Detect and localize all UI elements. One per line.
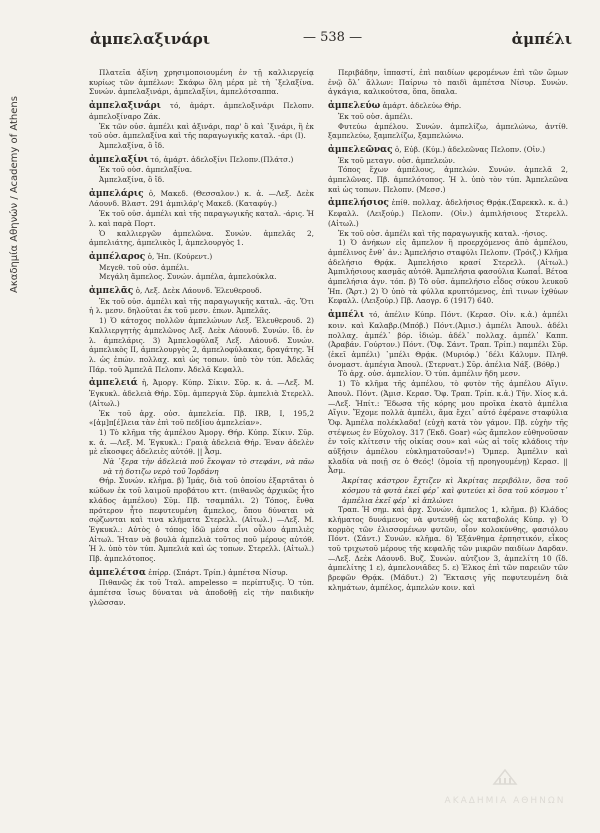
entry-headword: ἀμπελεῶνας: [328, 144, 393, 155]
entry-body: ἐπίθ. πολλαχ. ἀδελήσιος Θρᾴκ.(Σαρεκκλ. κ. ἀ.) Κεφαλλ. (Λειξούρ.) Πελοπν. (Οἰν.) ἀμπιλήσιους Στερελλ. (Αἰτωλ.): [328, 198, 568, 228]
right-column: [328, 68, 568, 593]
dictionary-entry: [328, 101, 568, 112]
paragraph: Ἐκ τοῦ οὐσ. ἀμπέλι καὶ τῆς παραγωγικῆς καταλ. -ήσιος.: [338, 228, 548, 238]
dictionary-entry: [89, 378, 314, 408]
paragraph: Φυτεύω ἀμπέλου. Συνών. ἀμπελίζω, ἀμπελώνω, ἀντίθ. ξαμπελεύω, ξαμπελίζω, ξαμπελώνω.: [328, 121, 568, 141]
page-header: [38, 20, 578, 50]
entry-body: τό, ἀμάρτ. ἀδελοξίνι Πελοπν.(Πλάτσ.): [148, 154, 294, 164]
paragraph: Ἐκ τοῦ οὐσ. ἀμπελαξίνα.: [99, 165, 193, 175]
paragraph: Ἐκ τοῦ οὐσ. ἀμπέλι.: [338, 111, 413, 121]
entry-headword: ἀμπελᾶς: [89, 286, 134, 297]
paragraph: Θήρ. Συνών. κλῆμα. β) Ἱμάς, διὰ τοῦ ὁποίου ἐξαρτᾶται ὁ κώδων ἐκ τοῦ λαιμοῦ προβάτου κττ. (πιθανῶς ἀρχικῶς ἦτο κλάδος ἀμπέλου) Σῦμ. Πβ. τσαμπάλι. 2) Τόπος, ἔνθα πρότερον ἦτο πεφυτευμένη ἄμπελος, ὅπου δύναται νὰ σῴζωνται καὶ τινα κλήματα Στερελλ. (Αἰτωλ.) —Λεξ. Μ. Ἐγκυκλ.: Αὐτὸς ὁ τόπος ἰδῶ μέσα εἶνι οὖλου ἀμπιλιὲς Αἰτωλ. Ἡταν νὰ βουλὰ ἀμπελιὰ τοῦτος ποῦ μέρους αὐτόθ. Ἡ λ. ὑπὸ τὸν τύπ. Ἀμπελιὰ καὶ ὡς τοπων. Στερελλ. (Αἰτωλ.) Πβ. ἀμπελότοπος.: [89, 476, 314, 564]
entry-body: ὁ, Ἠπ. (Κούρεντ.): [145, 251, 213, 261]
watermark-text: ΑΚΑΔΗΜΙΑ ΑΘΗΝΩΝ: [444, 796, 566, 806]
academy-watermark: [420, 768, 590, 808]
paragraph: Ἐκ τοῦ οὐσ. ἀμπέλι καὶ τῆς παραγωγικῆς καταλ. -άρις. Ἡ λ. καὶ παρὰ Πορτ.: [89, 209, 314, 228]
entry-headword: ἀμπέλι: [328, 310, 365, 321]
academy-logo-icon: [492, 768, 518, 790]
entry-body: ἐπίρρ. (Σπάρτ. Τρίπ.) ἀμπέτσα Νίσυρ.: [145, 567, 288, 577]
paragraph: Τραπ. Ἡ σημ. καὶ ἀρχ. Συνών. ἀμπελος 1, κλῆμα. β) Κλάδος κλήματος δυνάμενος νὰ φυτευθῇ ὡς καταβολάς Κύπρ. γ) Ὁ κορμὸς τῶν ἐλισσομένων φυτῶν, οἷον κολοκύνθης, φασιόλου Πόντ. (Σάντ.) Συνών. κλῆμα. δ) Ἐξάνθημα ἐρπηστικόν, εἶκος τοῦ τριχωτοῦ μέρους τῆς κεφαλῆς τῶν μικρῶν παιδίων Δαρδαν. —Λεξ. Δεὲκ Λάουνδ. Βυζ. Συνών. αὐτζιον 3, ἀμπελίτη 10 (ἴδ. ἀμπελίτης 1 ε), ἀμπελονιᾶδες 5. ε) Ἐλκος ἐπὶ τῶν παρειῶν τῶν βρεφῶν Θρᾴκ. (Μάδυτ.) 2) Ἔκτασις γῆς πεφυτευμένη διὰ κλημάτων, ἀμπέλος, ἀμπελών κοιν. καὶ: [328, 505, 568, 592]
entry-body: τό, ἀμάρτ. ἀμπελοξινάρι Πελοπν. ἀμπελοξίναρο Ζάκ.: [89, 101, 314, 121]
dictionary-entry: [89, 568, 314, 579]
dictionary-entry: [328, 145, 568, 156]
entry-headword: ἀμπελέτσα: [89, 567, 146, 578]
paragraph: Μεγάλη ἄμπελος. Συνών. ἀμπέλα, ἀμπελούκλα.: [99, 272, 277, 282]
entry-headword: ἀμπελήσιος: [328, 198, 389, 209]
side-stamp-text: Ακαδημία Αθηνών / Academy of Athens: [9, 96, 20, 293]
entry-body: ὁ, Εὐβ. (Κύμ.) ἀδελεῶνας Πελοπν. (Οἰν.): [392, 144, 546, 154]
left-column: [89, 68, 314, 608]
verse-quote: Νὰ ᾽ξερα τὴν ἀδελειὰ ποῦ ἔκοψαν τὸ στεφάνι, νὰ πᾶω νὰ τὴ δοτιζω νερὸ τοῦ Ἰορδάνη: [103, 457, 314, 476]
paragraph: Μεγεθ. τοῦ οὐσ. ἀμπέλι.: [99, 262, 190, 272]
entry-body: τό, ἀπέλιν Κύπρ. Πόντ. (Κερασ. Οἰν. κ.ἀ.) ἀμπέλι κοιν. καὶ Καλαβρ.(Μπόβ.) Πόντ.(Ἀμισ.) ἀμπέλι Ἀπουλ. ἀδέλι πολλαχ. ἀμπέλ᾽ βόρ. ἰδιώμ. ἀδέλ᾽ πολλαχ. ἀμπέλ᾽ Καππ. (Ἀραβάν. Γούρτον.) Πόντ. (Ὄφ. Σάντ. Τραπ. Τρίπ.) παμπέλι Σῦρ. (ἐκεῖ ἀμπέλι) ᾽μπέλι Θρᾴκ. (Μυριόφ.) ᾽δέλι Κάλυμν. Πληθ. ὀνομαστ. ἀμπέγια Ἀπουλ. (Στερνατ.) Σῦρ. ἀπέλια Νάξ. (Βόθρ.): [328, 310, 568, 369]
entry-body: ἡ, Ἀμοργ. Κύπρ. Σίκιν. Σῦρ. κ. ἀ. —Λεξ. Μ. Ἐγκυκλ. ἀδελειὰ Θήρ. Σῦμ. ἀμπεργιὰ Σῦρ. ἀμπελιὰ Στερελλ. (Αἰτωλ.): [89, 378, 314, 408]
paragraph: Ἀμπελαξίνα, ὃ ἴδ.: [99, 140, 165, 150]
paragraph: Ἀμπελαξίνα, ὃ ἴδ.: [99, 175, 165, 185]
paragraph: 1) Τὸ κλῆμα τῆς ἀμπέλου Ἀμοργ. Θήρ. Κύπρ. Σίκιν. Σῦρ. κ. ἀ. —Λεξ. Μ. Ἐγκυκλ.: Γραιὰ ἀδελειὰ Θήρ. Ἐναν ἀδελὲν μὲ εἴκοσφες ἀδελειὲς αὐτόθ. || Ἆσμ.: [89, 427, 314, 457]
paragraph: 1) Τὸ κλῆμα τῆς ἀμπέλου, τὸ φυτὸν τῆς ἀμπέλου Αἴγιν. Ἀπουλ. Πόντ. (Ἀμισ. Κερασ. Ὄφ. Τραπ. Τρίπ. κ.ἀ.) Τῆν. Χίος κ.ἀ. —Λεξ. Ἠπίτ.: Ἔδωσα τῆς κόρης μου προῖκα ἑκατὸ ἀμπέλια Αἴγιν. Ἔχομε πολλὰ ἀμπέλι, ἅμα ἔχει᾽ αὐτό ἐφέρανε σταφύλια Ὄφ. Ἀμπέλα πολέκλαδα! (εὐχὴ κατὰ τὸν γάμον. Πβ. εὐχὴν τῆς στέψεως ἐν Εὐχολογ. 317 (Ἐκδ. Goar) «ὡς ἄμπελον εὐθηνοῦσαν ἐν τοῖς κλίτεσιν τῆς οἰκίας σου» καὶ «ὡς αἱ τοῖς κλάδοις τὴν αὐξήσιν ἀμπέλου εὐκληματοῦσαν!») Ὄμπερ. Ἀμπέλιν καὶ κλαδία νὰ ποιῇ σε ὁ Θεός! (ὁμοία τῇ προηγουμένῃ) Κερασ. || Ἆσμ.: [328, 379, 568, 476]
paragraph: 1) Ὁ κάτοχος πολλῶν ἀμπελώνων Λεξ. Ἐλευθερουδ. 2) Καλλιεργητὴς ἀμπελῶνος Λεξ. Δεὲκ Λάουνδ. Συνών. ἴδ. ἐν λ. ἀμπελάρις. 3) Ἀμπελοφύλαξ Λεξ. Λάουνδ. Συνών. ἀμπελικὸς II, ἀμπελουργὸς 2, ἀμπελοφύλακας, δραγάτης. Ἡ λ. ὡς ἐπών. πολλαχ. καὶ ὡς τοπων. ὑπὸ τὸν τύπ. Ἀδελᾶς Πάρ. τοῦ Ἀμπελᾶ Πελοπν. Ἀδελᾶ Κεφαλλ.: [89, 316, 314, 374]
paragraph: Ἐκ τοῦ μεταγν. οὐσ. ἀμπελεών.: [338, 155, 456, 165]
dictionary-entry: [89, 189, 314, 209]
paragraph: Τὸ ἀρχ. οὐσ. ἀμπελίον. Ὁ τύπ. ἀμπέλιν ἤδη μεσν.: [338, 369, 521, 379]
paragraph: Ἐκ τῶν οὐσ. ἀμπέλι καὶ ἀξινάρι, παρ' ὃ καὶ ᾽ξινάρι, ἢ ἐκ τοῦ οὐσ. ἀμπελαξίνα καὶ τῆς παραγωγικῆς καταλ. -άρι (I).: [89, 121, 314, 141]
paragraph: Πλατεῖα ἀξίνη χρησιμοποιουμένη ἐν τῇ καλλιεργείᾳ κυρίως τῶν ἀμπέλων: Σκάφω ὅλη μέρα μὲ τὴ ᾽ξελαξίνα. Συνών. ἀμπελαξινάρι, ἀμπελαξίνι, ἀμπελότσαππα.: [89, 68, 314, 97]
entry-headword: ἀμπελαξίνι: [89, 154, 149, 165]
entry-headword: ἀμπελάρις: [89, 188, 144, 199]
paragraph: Τόπος ἔχων ἀμπέλους, ἀμπελών. Συνών. ἀμπελᾶ 2, ἀμπελῶνας. Πβ. ἀμπελότοπος. Ἡ λ. ὑπὸ τὸν τύπ. Ἀμπελεῶνα καὶ ὡς τοπων. Πελοπν. (Μεσσ.): [328, 165, 568, 194]
entry-headword: ἀμπελεύω: [328, 101, 381, 112]
dictionary-entry: [89, 155, 314, 166]
paragraph: Ὁ καλλιεργῶν ἀμπελῶνα. Συνών. ἀμπελᾶς 2, ἀμπελιάτης, ἀμπελικὸς I, ἀμπελουργὸς 1.: [89, 228, 314, 248]
dictionary-entry: [89, 252, 314, 263]
dictionary-entry: [89, 286, 314, 297]
side-stamp-graphic: [2, 55, 24, 295]
paragraph: Ἐκ τοῦ οὐσ. ἀμπέλι καὶ τῆς παραγωγικῆς καταλ. -ᾶς. Ὅτι ἡ λ. μεσν. δηλοῦται ἐκ τοῦ μεσν. ἐπων. Ἀμπελᾶς.: [89, 296, 314, 316]
dictionary-entry: [328, 198, 568, 228]
entry-body: ἀμάρτ. ἀδελεύω Θήρ.: [380, 101, 462, 111]
page-number: — 538 —: [303, 30, 363, 45]
entry-body: ὁ, Λεξ. Δεὲκ Λάουνδ. Ἐλευθερουδ.: [133, 286, 262, 296]
paragraph: Ἐκ τοῦ ἀρχ. οὐσ. ἀμπελεία. Πβ. IRB, I, 195,2 «[ἀμ]π[έ]λεια τὰν ἐπὶ τοῦ πεδ[ίου ἀμπελείαν».: [89, 408, 314, 428]
entry-headword: ἀμπελαξινάρι: [89, 101, 162, 112]
header-right-headword: ἀμπέλι: [511, 30, 572, 48]
entry-headword: ἀμπελειά: [89, 378, 138, 389]
dictionary-entry: [328, 310, 568, 369]
dictionary-entry: [89, 101, 314, 121]
paragraph: Περιβάδην, ἱππαστί, ἐπὶ παιδίων φερομένων ἐπὶ τῶν ὤμων ἐνῷ ὅλ᾽ ἄλλων: Παίρνω τὸ παιδὶ ἀμπέτσα Νίσυρ. Συνών. ἀγκάγια, καλικούτσα, ὅπα, ὅπαλα.: [328, 68, 568, 97]
dictionary-page: [38, 20, 578, 820]
verse-quote: Ἀκρίτας κάστρον ἔχτιζεν κὶ Ἀκρίτας περιβόλιν, ὅσα τοῦ κόσμου τὰ φυτὰ ἐκεῖ φέρ᾽ καὶ φυτεύει κὶ ὅσα τοῦ κόσμου τ᾽ ἀμπέλια ἐκεῖ φέρ᾽ κὶ ἀπλώνει: [342, 476, 568, 505]
entry-body: ὁ, Μακεδ. (Θεσσαλον.) κ. ἀ. —Λεξ. Δεὲκ Λάουνδ. Βλαστ. 291 ἀμπιλάρ'ς Μακεδ. (Καταφύγ.): [89, 188, 314, 209]
entry-headword: ἀμπέλαρος: [89, 251, 146, 262]
header-left-headword: ἀμπελαξινάρι: [90, 30, 211, 48]
paragraph: 1) Ὁ ἀνήκων εἰς ἄμπελον ἢ προερχόμενος ἀπὸ ἀμπέλου, ἀμπέλινος ἔνθ᾽ ἀν.: Ἀμπελήσιο σταφύλι Πελοπν. (Τρόιζ.) Κλῆμα ἀδελήσιο Θρᾴκ. Ἀμπελήσιο κρασί Στερελλ. (Αἰτωλ.) Ἀμπιλήσιους κασμᾶς αὐτόθ. Ἀμπελήσια φασούλια Κωπαΐ. Βέτοα ἀμπελήσια ἀγν. τόπ. β) Τὸ οὐσ. ἀμπελήσιο εἶδος σύκου λευκοῦ Ἠπ. (Ἄρτ.) 2) Ὁ ὑπὸ τὰ φύλλα κρυπτόμενος, ἐπὶ τινων ἰχθύων Κεφαλλ. (Λειξούρ.) Πβ. Λαογρ. 6 (1917) 640.: [328, 238, 568, 306]
side-stamp: [2, 55, 24, 295]
paragraph: Πιθανῶς ἐκ τοῦ Ἰταλ. ampelesso = περίπτυξις. Ὁ τύπ. ἀμπέτσα ἴσως δύναται νὰ ἀποδοθῇ εἰς τὴν παιδικὴν γλῶσσαν.: [89, 578, 314, 607]
